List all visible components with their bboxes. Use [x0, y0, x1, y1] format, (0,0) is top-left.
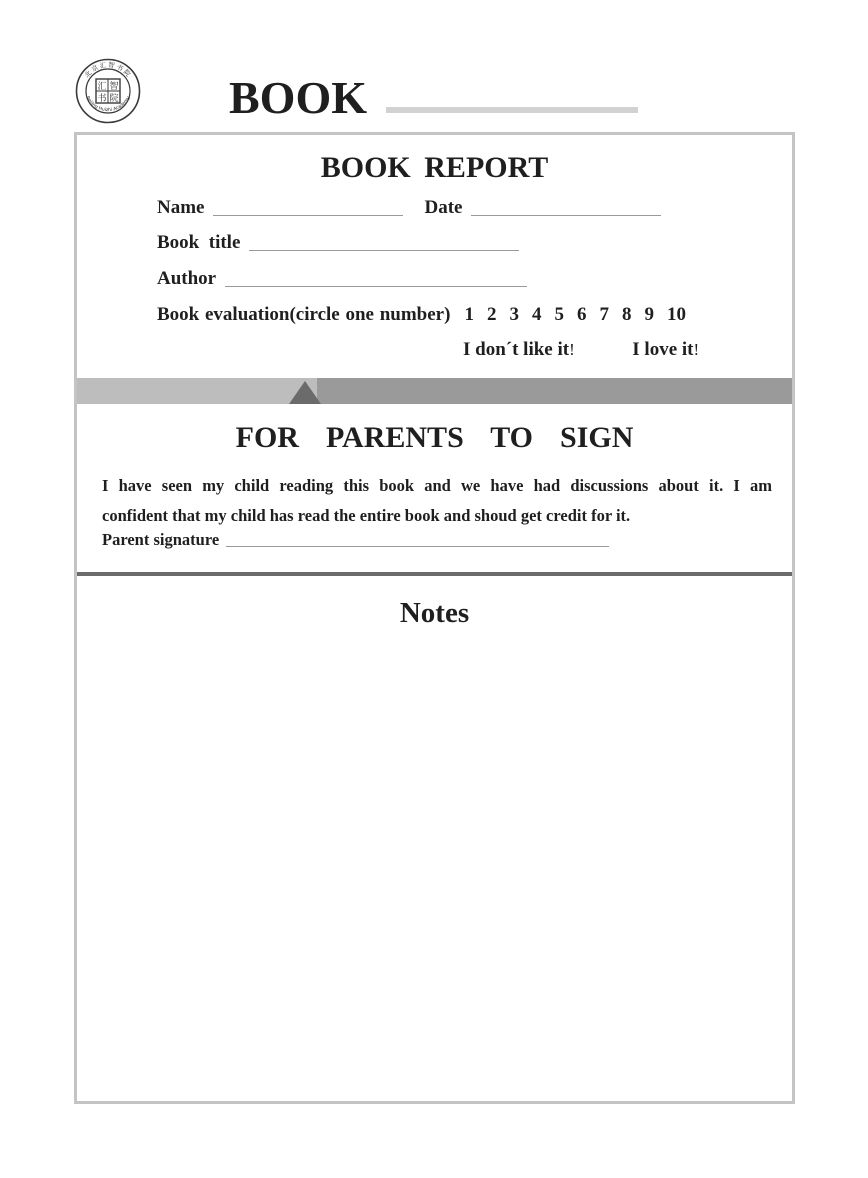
statement-line-1: I have seen my child reading this book and we have had discussions about it. I am — [102, 476, 772, 495]
author-label: Author — [157, 268, 217, 289]
seal-char-1: 汇 — [97, 82, 107, 92]
name-field[interactable] — [213, 215, 403, 216]
evaluation-label: Book evaluation(circle one number) — [157, 304, 451, 325]
signature-label: Parent signature — [102, 530, 220, 549]
seal-bottom-text: Beijing Huizhi Academy — [84, 95, 132, 114]
book-title-row — [157, 232, 519, 254]
parent-signature-row — [102, 530, 609, 550]
seal-char-4: 院 — [109, 94, 119, 104]
rating-scale-legend — [463, 339, 699, 361]
academy-seal-icon — [75, 58, 141, 124]
date-field[interactable] — [471, 215, 661, 216]
dislike-label: I don´t like it — [463, 339, 570, 360]
report-frame — [74, 132, 795, 1104]
author-row — [157, 268, 527, 290]
parent-statement — [102, 471, 772, 531]
dislike-exclamation: ! — [569, 340, 575, 359]
rating-3[interactable]: 3 — [509, 304, 519, 325]
statement-line-2: confident that my child has read the entire book and shoud get credit for it. — [102, 506, 631, 525]
rating-9[interactable]: 9 — [644, 304, 654, 325]
rating-8[interactable]: 8 — [621, 304, 632, 325]
parents-section-title: FOR PARENTS TO SIGN — [235, 421, 634, 454]
name-date-row — [157, 197, 661, 219]
love-exclamation: ! — [693, 340, 700, 359]
notes-title: Notes — [399, 597, 470, 629]
rating-5[interactable]: 5 — [554, 304, 564, 325]
notes-area[interactable] — [77, 645, 792, 1100]
signature-field[interactable] — [226, 546, 609, 547]
rating-7[interactable]: 7 — [599, 304, 609, 325]
rating-6[interactable]: 6 — [576, 304, 587, 325]
seal-char-2: 智 — [109, 82, 119, 92]
evaluation-scale — [464, 304, 686, 326]
name-label: Name — [157, 197, 205, 218]
book-title-label: Book title — [157, 232, 241, 253]
book-report-title: BOOK REPORT — [320, 151, 549, 184]
section-divider-band — [77, 378, 792, 404]
author-field[interactable] — [225, 286, 527, 287]
rating-2[interactable]: 2 — [486, 304, 497, 325]
date-label: Date — [424, 197, 463, 218]
rating-10[interactable]: 10 — [666, 304, 686, 325]
notes-divider — [77, 572, 792, 576]
academy-logo — [75, 58, 141, 124]
seal-top-text: 北京汇智书院 — [82, 60, 134, 80]
evaluation-row — [157, 304, 686, 326]
love-label: I love it — [632, 339, 694, 360]
seal-char-3: 书 — [97, 94, 107, 104]
page-header-title: BOOK — [229, 72, 368, 123]
header-underline — [386, 107, 638, 113]
book-title-field[interactable] — [249, 250, 519, 251]
rating-4[interactable]: 4 — [531, 304, 542, 325]
rating-1[interactable]: 1 — [464, 304, 474, 325]
